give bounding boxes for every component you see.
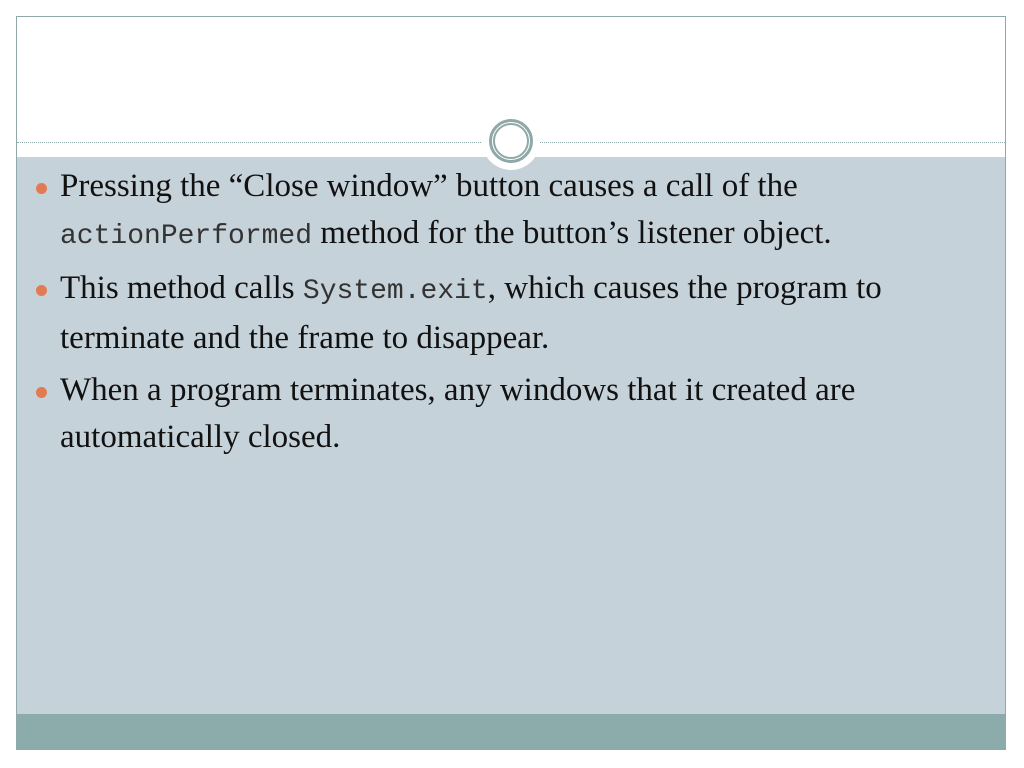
bullet-text: This method calls — [60, 270, 303, 306]
bullet-text: method for the button’s listener object. — [312, 215, 832, 251]
footer-bar — [17, 714, 1005, 749]
code-action-performed: actionPerformed — [60, 221, 313, 252]
bullet-dot-icon — [36, 387, 47, 398]
decorative-inner-ring — [493, 123, 529, 159]
bullet-item — [36, 265, 936, 362]
bullet-text: , which causes the program to terminate and the frame to disappear. — [60, 270, 882, 356]
code-system-exit: System.exit — [302, 276, 488, 307]
bullet-list — [36, 163, 936, 466]
bullet-dot-icon — [36, 285, 47, 296]
bullet-text: When a program terminates, any windows that it created are automatically closed. — [60, 372, 856, 455]
bullet-item — [36, 163, 936, 260]
bullet-text: Pressing the “Close window” button causes a call of the — [60, 168, 798, 204]
bullet-item — [36, 367, 936, 461]
bullet-dot-icon — [36, 183, 47, 194]
